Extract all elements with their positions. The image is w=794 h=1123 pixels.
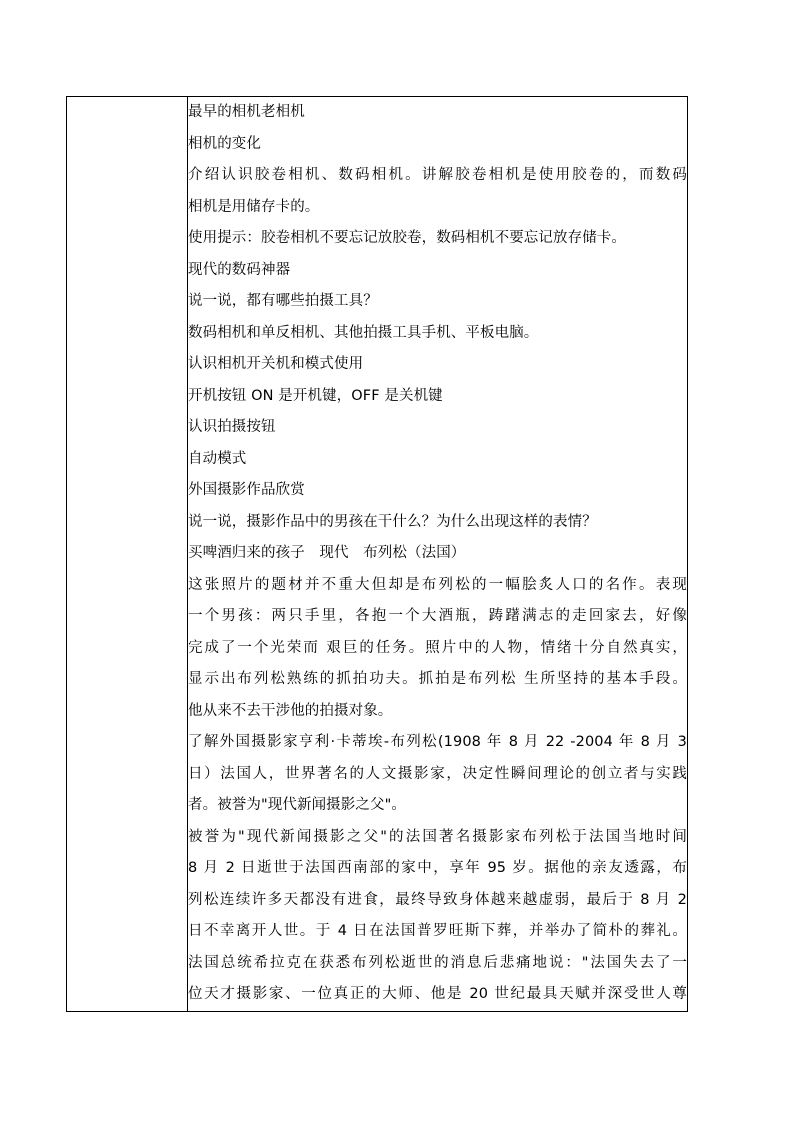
- text-line: 现代的数码神器: [188, 261, 291, 278]
- text-line: 日）法国人，世界著名的人文摄影家，决定性瞬间理论的创立者与实践: [188, 765, 687, 782]
- text-line: 买啤酒归来的孩子 现代 布列松（法国）: [188, 545, 466, 561]
- text-line: 这张照片的题材并不重大但却是布列松的一幅脍炙人口的名作。表现: [188, 576, 687, 593]
- text-line: 位天才摄影家、一位真正的大师、他是 20 世纪最具天赋并深受世人尊: [188, 986, 687, 1002]
- text-line: 说一说，都有哪些拍摄工具？: [188, 293, 378, 309]
- text-line: 自动模式: [188, 450, 247, 467]
- text-line: 者。被誉为"现代新闻摄影之父"。: [188, 797, 406, 813]
- text-line: 开机按钮 ON 是开机键，OFF 是关机键: [188, 387, 443, 404]
- text-line: 相机是用储存卡的。: [188, 198, 320, 215]
- text-line: 显示出布列松熟练的抓拍功夫。抓拍是布列松 生所坚持的基本手段。: [188, 671, 687, 687]
- text-line: 介绍认识胶卷相机、数码相机。讲解胶卷相机是使用胶卷的，而数码: [188, 167, 687, 183]
- text-line: 8 月 2 日逝世于法国西南部的家中，享年 95 岁。据他的亲友透露，布: [188, 860, 687, 876]
- text-line: 法国总统希拉克在获悉布列松逝世的消息后悲痛地说："法国失去了一: [188, 954, 687, 971]
- text-line: 使用提示：胶卷相机不要忘记放胶卷，数码相机不要忘记放存储卡。: [188, 230, 626, 246]
- left-empty-cell: [67, 97, 188, 1012]
- text-line: 日不幸离开人世。于 4 日在法国普罗旺斯下葬，并举办了简朴的葬礼。: [188, 923, 687, 939]
- text-line: 认识相机开关机和模式使用: [188, 356, 364, 372]
- text-line: 列松连续许多天都没有进食，最终导致身体越来越虚弱，最后于 8 月 2: [188, 891, 687, 908]
- table-row: [67, 97, 688, 1012]
- text-line: 外国摄影作品欣赏: [188, 482, 305, 498]
- text-line: 认识拍摄按钮: [188, 419, 276, 435]
- lesson-table: [66, 96, 688, 1012]
- text-line: 他从来不去干涉他的拍摄对象。: [188, 702, 393, 719]
- text-line: 说一说，摄影作品中的男孩在干什么？为什么出现这样的表情？: [188, 513, 597, 530]
- content-cell: [188, 97, 688, 1012]
- text-line: 完成了一个光荣而 艰巨的任务。照片中的人物，情绪十分自然真实，: [188, 639, 687, 656]
- text-line: 了解外国摄影家亨利·卡蒂埃-布列松(1908 年 8 月 22 -2004 年 8 月 3: [188, 734, 687, 750]
- text-line: 数码相机和单反相机、其他拍摄工具手机、平板电脑。: [188, 324, 539, 341]
- text-line: 一个男孩：两只手里，各抱一个大酒瓶，踌躇满志的走回家去，好像: [188, 608, 687, 624]
- text-line: 被誉为"现代新闻摄影之父"的法国著名摄影家布列松于法国当地时间: [188, 828, 687, 845]
- text-line: 最早的相机老相机: [188, 104, 305, 120]
- text-line: 相机的变化: [188, 135, 261, 152]
